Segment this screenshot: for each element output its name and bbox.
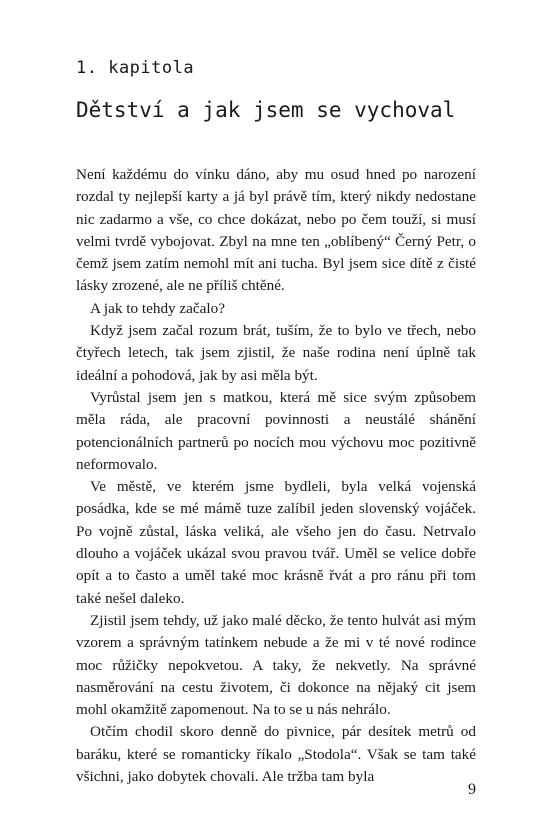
paragraph: Když jsem začal rozum brát, tuším, že to bylo ve třech, nebo čtyřech letech, tak jsem zjistil, že naše rodina není úplně tak ideální a pohodová, jak by asi měla být. bbox=[76, 322, 476, 384]
chapter-label: 1. kapitola bbox=[76, 58, 195, 78]
paragraph: A jak to tehdy začalo? bbox=[90, 299, 225, 317]
page-number: 9 bbox=[468, 781, 476, 798]
paragraph: Zjistil jsem tehdy, už jako malé děcko, že tento hulvát asi mým vzorem a správným tatínkem nebude a že mi v té nové rodince moc růžičky nepokvetou. A taky, že nekvetly. Na správné nasměrování na cestu životem, či dokonce na nějaký cit jsem mohl okamžitě zapomenout. Na to se u nás nehrálo. bbox=[76, 611, 476, 719]
paragraph: Otčím chodil skoro denně do pivnice, pár desítek metrů od baráku, které se romanticky říkalo „Stodola“. Však se tam také všichni, jako dobytek chovali. Ale tržba tam byla bbox=[76, 723, 476, 786]
paragraph: Vyrůstal jsem jen s matkou, která mě sice svým způsobem měla ráda, ale pracovní povinnosti a neustálé shánění potencionálních partnerů po nocích mou výchovu moc pozitivně neformovalo. bbox=[76, 388, 476, 473]
body-text bbox=[76, 164, 476, 788]
paragraph: Není každému do vínku dáno, aby mu osud hned po narození rozdal ty nejlepší karty a já byl právě tím, který nikdy nedostane nic zadarmo a vše, co chce dokázat, nebo po čem touží, si musí velmi tvrdě vybojovat. Zbyl na mne ten „oblíbený“ Černý Petr, o čemž jsem zatím nemohl mít ani tucha. Byl jsem sice dítě z čisté lásky zrozené, ale ne příliš chtěné. bbox=[76, 166, 476, 295]
chapter-title: Dětství a jak jsem se vychoval bbox=[76, 98, 456, 122]
paragraph: Ve městě, ve kterém jsme bydleli, byla velká vojenská posádka, kde se mé mámě tuze zalíbil jeden slovenský vojáček. Po vojně zůstal, láska veliká, ale všeho jen do času. Netrvalo dlouho a vojáček ukázal svou pravou tvář. Uměl se velice dobře opít a to často a uměl také moc krásně řvát a pro ránu při tom také nešel daleko. bbox=[76, 478, 476, 607]
